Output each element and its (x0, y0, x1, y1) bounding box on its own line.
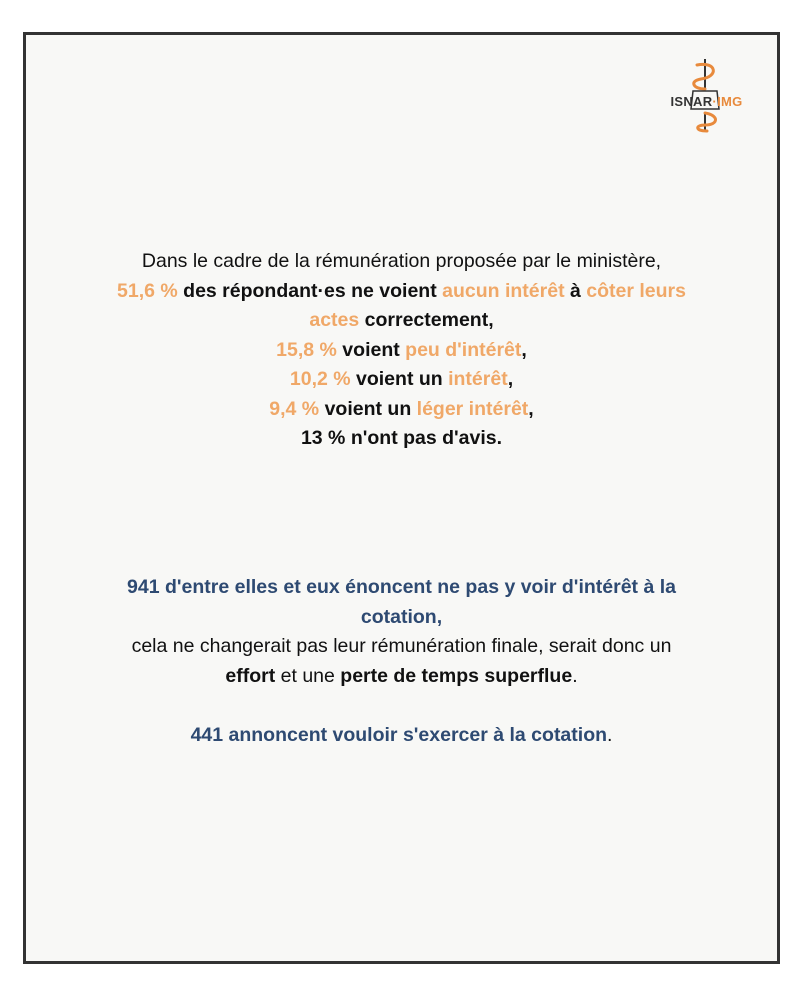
stat-line-slight-interest (46, 395, 757, 425)
stat-line-no-interest (46, 277, 757, 307)
stat-highlight: léger intérêt (416, 397, 529, 420)
stat-highlight: peu d'intérêt (405, 338, 522, 361)
stat-text: voient un (350, 368, 449, 390)
stat-pct: 10,2 % (289, 368, 351, 390)
practice-end: . (607, 724, 613, 746)
logo-img: IMG (717, 94, 743, 109)
stat-text: , (507, 368, 514, 390)
stat-highlight: actes (309, 309, 360, 331)
no-interest-line-2: cotation, (360, 605, 443, 628)
isnar-img-logo (659, 55, 754, 135)
stat-text: , (528, 397, 534, 420)
logo-isnar: ISNAR (670, 94, 713, 109)
no-interest-paragraph (46, 573, 757, 691)
content-card (23, 32, 780, 964)
stat-highlight: aucun intérêt (442, 279, 565, 302)
stat-text: , (521, 338, 527, 361)
stat-pct: 9,4 % (269, 397, 320, 420)
stat-line-no-interest-cont (46, 306, 757, 336)
stat-text: des répondant·es ne voient (177, 279, 443, 302)
logo-wordmark (659, 94, 754, 109)
practice-line (46, 721, 757, 751)
stat-highlight: côter leurs (586, 279, 686, 302)
reason-line-1: cela ne changerait pas leur rémunération finale, serait donc un (131, 635, 672, 657)
practice-bold: 441 annoncent vouloir s'exercer à la cotation (190, 724, 608, 746)
reason-line-2 (46, 662, 757, 692)
reason-bold: effort (225, 664, 276, 687)
logo-dot: · (712, 94, 718, 109)
practice-paragraph (46, 721, 757, 751)
reason-text: . (572, 664, 578, 687)
stat-pct: 15,8 % (276, 338, 337, 361)
no-interest-line-1: 941 d'entre elles et eux énoncent ne pas y voir d'intérêt à la (127, 576, 676, 598)
stat-text: voient (336, 338, 406, 361)
stat-text: voient un (319, 397, 417, 420)
statistics-paragraph (46, 247, 757, 454)
stat-text: correctement, (359, 309, 494, 331)
stat-highlight: intérêt (448, 368, 508, 390)
intro-line: Dans le cadre de la rémunération proposée par le ministère, (141, 250, 662, 272)
stat-line-interest (46, 365, 757, 395)
reason-bold: perte de temps superflue (340, 664, 573, 687)
stat-pct: 51,6 % (117, 279, 178, 302)
reason-text: et une (275, 664, 341, 687)
stat-line-no-opinion: 13 % n'ont pas d'avis. (300, 427, 503, 449)
stat-line-little-interest (46, 336, 757, 366)
stat-text: à (564, 279, 587, 302)
